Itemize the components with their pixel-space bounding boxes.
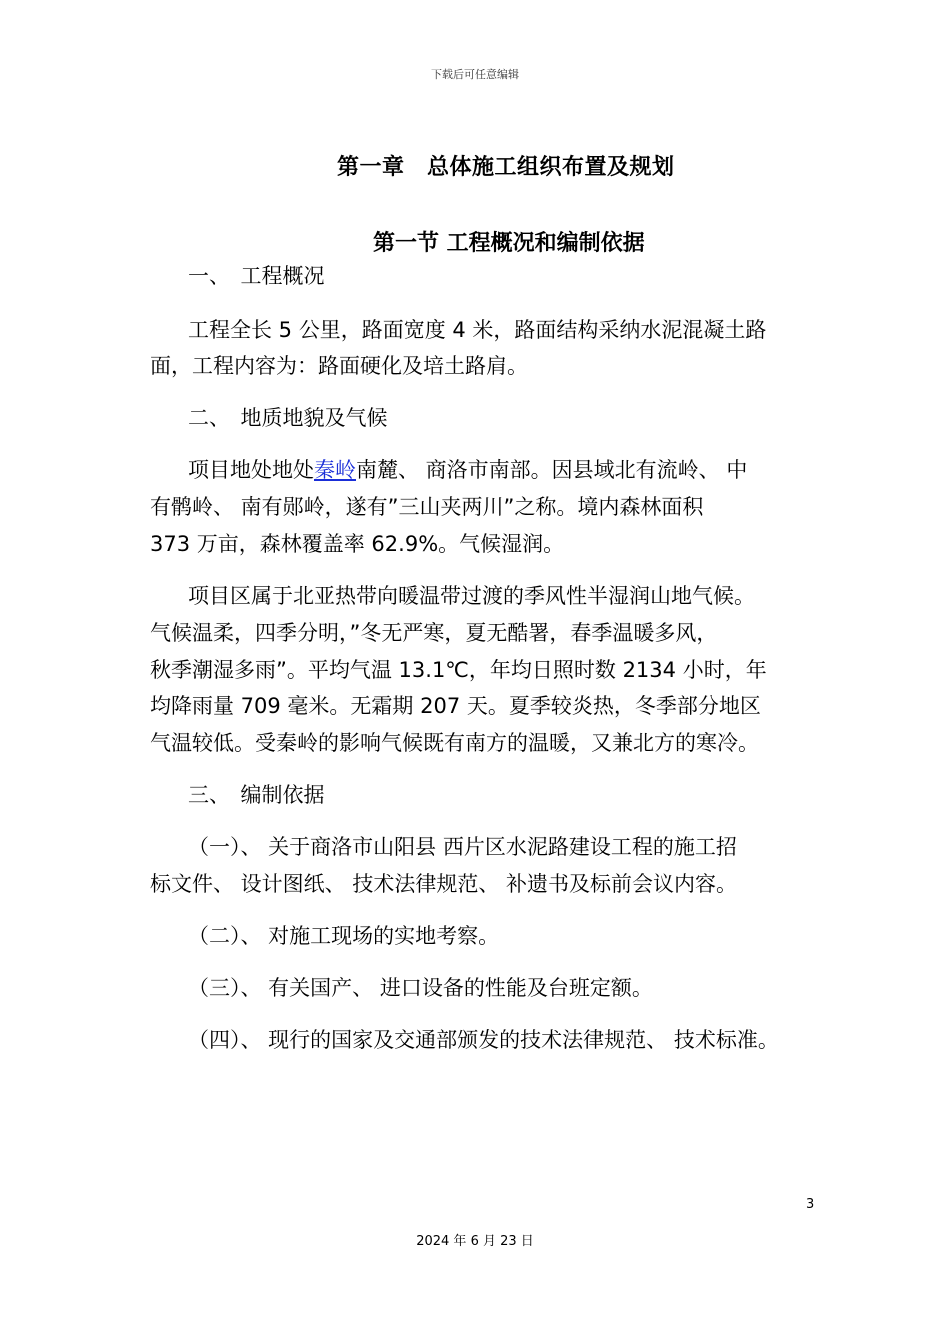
page-number: 3 <box>806 1197 815 1212</box>
footer-date: 2024 年 6 月 23 日 <box>416 1234 534 1249</box>
paragraph-line: 面，工程内容为：路面硬化及培土路肩。 <box>150 354 528 378</box>
basis-item: （二）、 对施工现场的实地考察。 <box>188 924 500 948</box>
page-header: 下载后可任意编辑 <box>431 68 519 81</box>
basis-item: （一）、 关于商洛市山阳县 西片区水泥路建设工程的施工招 <box>188 835 737 859</box>
heading-geology-climate: 二、 地质地貌及气候 <box>188 406 388 430</box>
basis-item: 标文件、 设计图纸、 技术法律规范、 补遗书及标前会议内容。 <box>150 872 738 896</box>
heading-basis: 三、 编制依据 <box>188 783 325 807</box>
basis-item: （三）、 有关国产、 进口设备的性能及台班定额。 <box>188 976 653 1000</box>
heading-overview: 一、 工程概况 <box>188 264 325 288</box>
basis-item: （四）、 现行的国家及交通部颁发的技术法律规范、 技术标准。 <box>188 1028 779 1052</box>
paragraph-line: 有鹘岭、 南有郧岭，遂有”三山夹两川”之称。境内森林面积 <box>150 495 704 519</box>
text-span: 南麓、 商洛市南部。因县域北有流岭、 中 <box>356 458 748 482</box>
qinling-link[interactable]: 秦岭 <box>314 458 356 482</box>
paragraph-line: 工程全长 5 公里，路面宽度 4 米，路面结构采纳水泥混凝土路 <box>188 318 767 342</box>
text-span: 项目地处地处 <box>188 458 314 482</box>
paragraph-line: 气候温柔，四季分明，”冬无严寒，夏无酷署，春季温暖多风， <box>150 621 718 645</box>
paragraph-line: 气温较低。受秦岭的影响气候既有南方的温暖，又兼北方的寒冷。 <box>150 731 759 755</box>
paragraph-line: 项目区属于北亚热带向暖温带过渡的季风性半湿润山地气候。 <box>188 584 755 608</box>
paragraph-line <box>188 456 747 484</box>
paragraph-line: 均降雨量 709 毫米。无霜期 207 天。夏季较炎热，冬季部分地区 <box>150 694 761 718</box>
section-title: 第一节 工程概况和编制依据 <box>373 231 645 256</box>
paragraph-line: 373 万亩，森林覆盖率 62.9%。气候湿润。 <box>150 532 565 556</box>
paragraph-line: 秋季潮湿多雨”。平均气温 13.1℃，年均日照时数 2134 小时，年 <box>150 658 767 682</box>
chapter-title: 第一章 总体施工组织布置及规划 <box>337 155 675 180</box>
